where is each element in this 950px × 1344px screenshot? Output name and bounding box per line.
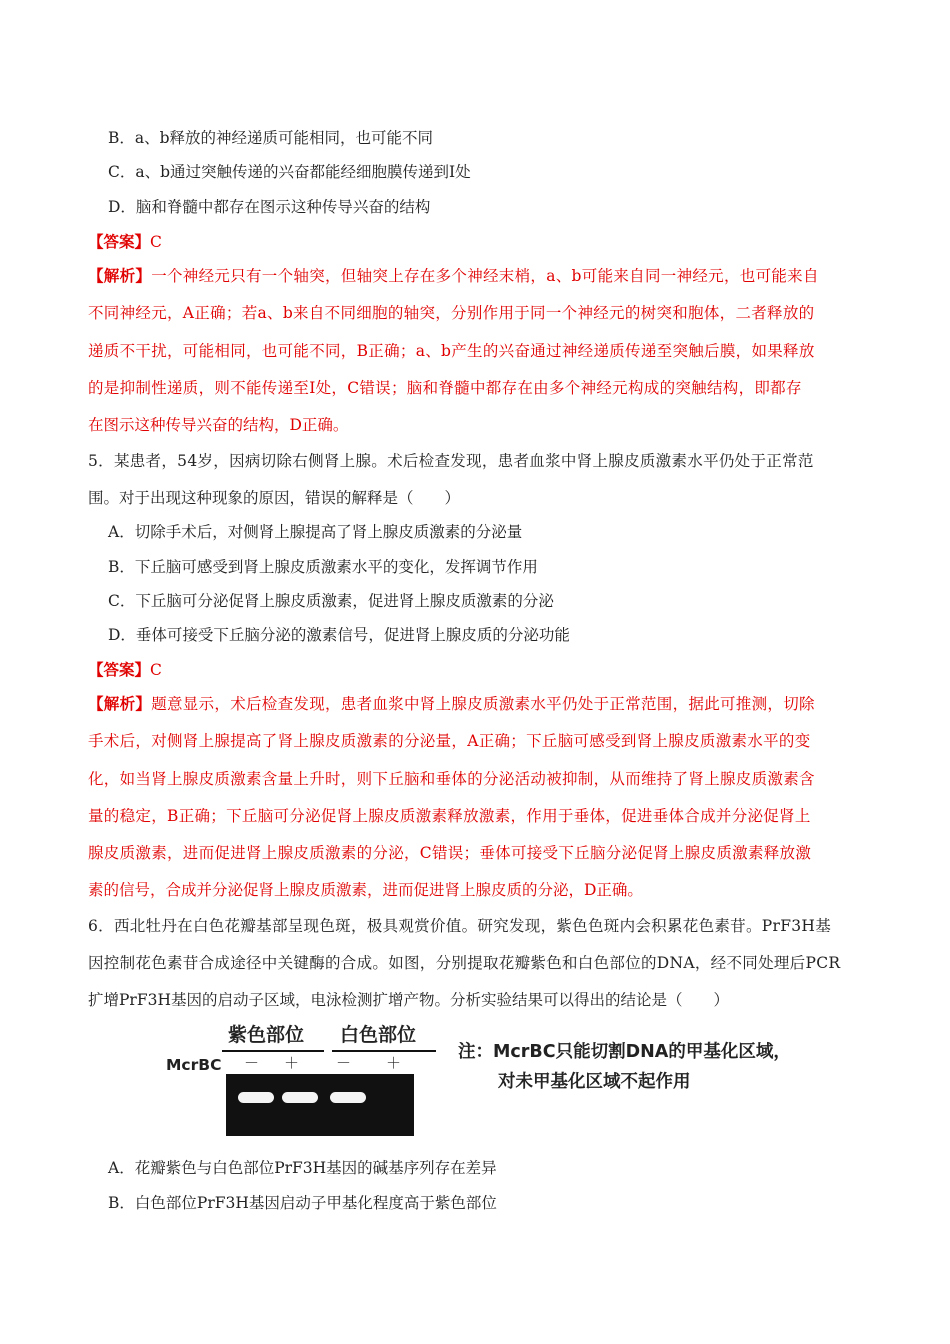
group-underline-purple bbox=[222, 1050, 324, 1052]
lane-sign-4: ＋ bbox=[386, 1054, 402, 1072]
q5-analysis-line-1 bbox=[88, 694, 815, 714]
analysis-tag: 【解析】 bbox=[88, 694, 152, 713]
q6-stem-line-2: 因控制花色素苷合成途径中关键酶的合成。如图，分别提取花瓣紫色和白色部位的DNA，经不同处理后PCR bbox=[88, 954, 841, 972]
q4-answer bbox=[88, 232, 162, 252]
answer-value: C bbox=[150, 661, 162, 679]
q4-analysis-line-5: 在图示这种传导兴奋的结构，D正确。 bbox=[88, 416, 349, 434]
q5-stem-line-2: 围。对于出现这种现象的原因，错误的解释是（ ） bbox=[88, 489, 461, 507]
q6-option-b: B．白色部位PrF3H基因启动子甲基化程度高于紫色部位 bbox=[108, 1194, 497, 1212]
q4-option-b: B．a、b释放的神经递质可能相同，也可能不同 bbox=[108, 129, 434, 147]
q5-option-c: C．下丘脑可分泌促肾上腺皮质激素，促进肾上腺皮质激素的分泌 bbox=[108, 592, 554, 610]
lane-sign-3: － bbox=[336, 1054, 352, 1072]
q6-stem-line-1: 6．西北牡丹在白色花瓣基部呈现色斑，极具观赏价值。研究发现，紫色色斑内会积累花色素苷。PrF3H基 bbox=[88, 917, 832, 935]
q4-analysis-line-3: 递质不干扰，可能相同，也可能不同，B正确；a、b产生的兴奋通过神经递质传递至突触后膜，如果释放 bbox=[88, 342, 815, 360]
group-underline-white bbox=[332, 1050, 436, 1052]
analysis-tag: 【解析】 bbox=[88, 266, 152, 285]
electrophoresis-figure bbox=[160, 1022, 791, 1132]
q5-option-d: D．垂体可接受下丘脑分泌的激素信号，促进肾上腺皮质的分泌功能 bbox=[108, 626, 570, 644]
q5-answer bbox=[88, 660, 162, 680]
group-label-purple: 紫色部位 bbox=[228, 1024, 305, 1046]
answer-value: C bbox=[150, 233, 162, 251]
lane-sign-2: ＋ bbox=[284, 1054, 300, 1072]
q5-analysis-line-5: 腺皮质激素，进而促进肾上腺皮质激素的分泌，C错误；垂体可接受下丘脑分泌促肾上腺皮质激素释放激 bbox=[88, 844, 812, 862]
figure-note-line-2: 对未甲基化区域不起作用 bbox=[498, 1072, 691, 1092]
answer-tag: 【答案】 bbox=[88, 660, 151, 679]
q5-option-b: B．下丘脑可感受到肾上腺皮质激素水平的变化，发挥调节作用 bbox=[108, 558, 538, 576]
gel-band-lane-3 bbox=[330, 1092, 366, 1103]
lane-sign-1: － bbox=[244, 1054, 260, 1072]
figure-note-line-1: 注：McrBC只能切割DNA的甲基化区域， bbox=[458, 1042, 791, 1062]
q5-analysis-line-6: 素的信号，合成并分泌促肾上腺皮质激素，进而促进肾上腺皮质的分泌，D正确。 bbox=[88, 881, 643, 899]
q6-option-a: A．花瓣紫色与白色部位PrF3H基因的碱基序列存在差异 bbox=[108, 1159, 497, 1177]
q6-stem-line-3: 扩增PrF3H基因的启动子区域，电泳检测扩增产物。分析实验结果可以得出的结论是（ ） bbox=[88, 991, 729, 1009]
mcrbc-row-label: McrBC bbox=[166, 1056, 222, 1074]
gel-band-lane-1 bbox=[238, 1092, 274, 1103]
group-label-white: 白色部位 bbox=[340, 1024, 417, 1046]
analysis-text: 题意显示，术后检查发现，患者血浆中肾上腺皮质激素水平仍处于正常范围，据此可推测，切除 bbox=[151, 695, 815, 713]
q4-option-c: C．a、b通过突触传递的兴奋都能经细胞膜传递到Ⅰ处 bbox=[108, 163, 471, 181]
q4-analysis-line-1 bbox=[88, 266, 819, 286]
q4-option-d: D．脑和脊髓中都存在图示这种传导兴奋的结构 bbox=[108, 198, 431, 216]
answer-tag: 【答案】 bbox=[88, 232, 151, 251]
gel-image bbox=[226, 1074, 414, 1136]
analysis-text: 一个神经元只有一个轴突，但轴突上存在多个神经末梢，a、b可能来自同一神经元，也可能来自 bbox=[151, 267, 819, 285]
gel-band-lane-2 bbox=[282, 1092, 318, 1103]
q5-analysis-line-4: 量的稳定，B正确；下丘脑可分泌促肾上腺皮质激素释放激素，作用于垂体，促进垂体合成并分泌促肾上 bbox=[88, 807, 811, 825]
q5-stem-line-1: 5．某患者，54岁，因病切除右侧肾上腺。术后检查发现，患者血浆中肾上腺皮质激素水平仍处于正常范 bbox=[88, 452, 814, 470]
q5-analysis-line-3: 化，如当肾上腺皮质激素含量上升时，则下丘脑和垂体的分泌活动被抑制，从而维持了肾上腺皮质激素含 bbox=[88, 770, 815, 788]
q5-analysis-line-2: 手术后，对侧肾上腺提高了肾上腺皮质激素的分泌量，A正确；下丘脑可感受到肾上腺皮质激素水平的变 bbox=[88, 732, 811, 750]
q5-option-a: A．切除手术后，对侧肾上腺提高了肾上腺皮质激素的分泌量 bbox=[108, 523, 523, 541]
q4-analysis-line-2: 不同神经元，A正确；若a、b来自不同细胞的轴突，分别作用于同一个神经元的树突和胞体，二者释放的 bbox=[88, 304, 815, 322]
q4-analysis-line-4: 的是抑制性递质，则不能传递至Ⅰ处，C错误；脑和脊髓中都存在由多个神经元构成的突触结构，即都存 bbox=[88, 379, 802, 397]
